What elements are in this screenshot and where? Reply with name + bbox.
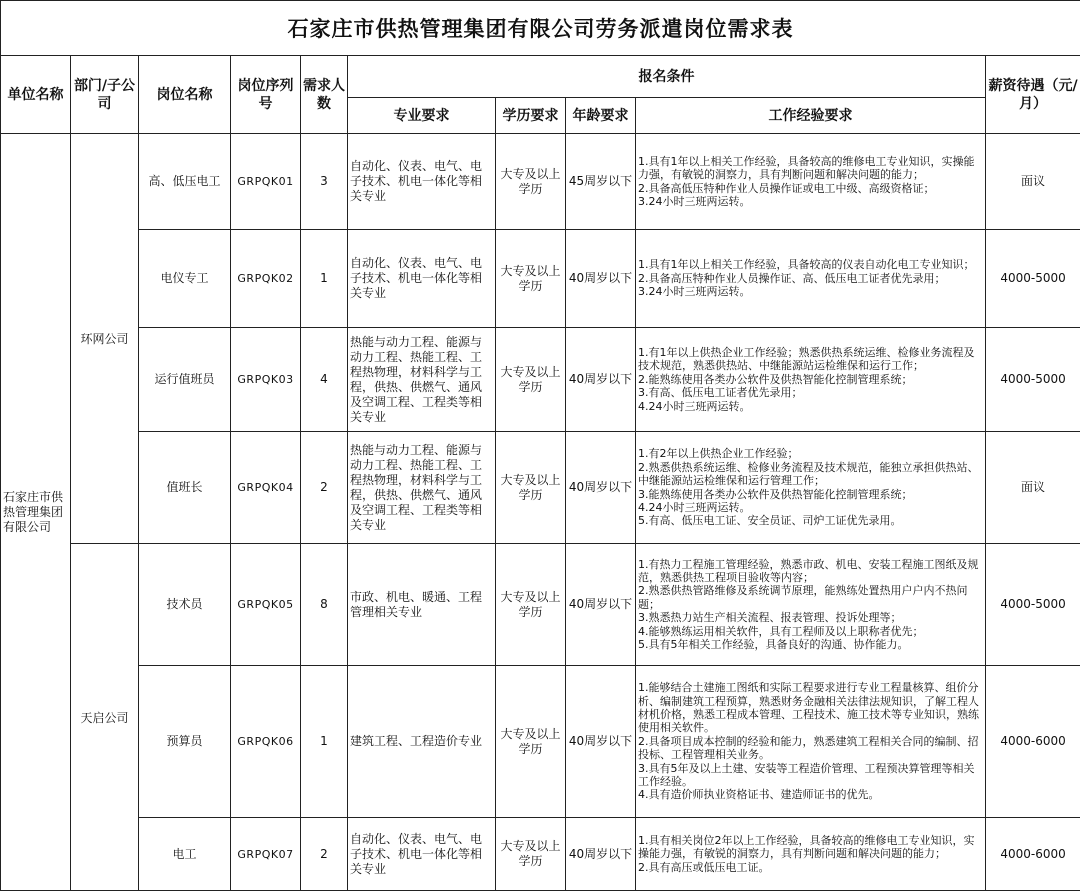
salary: 4000-5000 bbox=[986, 328, 1080, 432]
table-title: 石家庄市供热管理集团有限公司劳务派遣岗位需求表 bbox=[1, 1, 1080, 56]
education-requirement: 大专及以上学历 bbox=[496, 818, 566, 891]
experience-item: 4.24小时三班两运转。 bbox=[638, 399, 751, 413]
table-row bbox=[1, 328, 1080, 432]
salary: 4000-6000 bbox=[986, 666, 1080, 818]
experience-item: 2.具备项目成本控制的经验和能力，熟悉建筑工程相关合同的编制、招投标、工程管理相关业务。 bbox=[638, 734, 979, 762]
header-conditions: 报名条件 bbox=[348, 56, 986, 98]
age-requirement: 40周岁以下 bbox=[566, 230, 636, 328]
position-count: 1 bbox=[301, 666, 348, 818]
header-position: 岗位名称 bbox=[139, 56, 231, 134]
position-code: GRPQK06 bbox=[231, 666, 301, 818]
header-count: 需求人数 bbox=[301, 56, 348, 134]
experience-item: 2.能熟练使用各类办公软件及供热智能化控制管理系统； bbox=[638, 372, 913, 386]
experience-item: 3.熟悉热力站生产相关流程、报表管理、投诉处理等； bbox=[638, 611, 902, 625]
salary: 4000-6000 bbox=[986, 818, 1080, 891]
major-requirement: 建筑工程、工程造价专业 bbox=[348, 666, 496, 818]
experience-requirement bbox=[636, 818, 986, 891]
salary: 4000-5000 bbox=[986, 230, 1080, 328]
experience-item: 4.能够熟练运用相关软件，具有工程师及以上职称者优先； bbox=[638, 624, 924, 638]
table-row bbox=[1, 432, 1080, 544]
position-name: 预算员 bbox=[139, 666, 231, 818]
experience-item: 2.具备高压特种作业人员操作证、高、低压电工证者优先录用； bbox=[638, 271, 946, 285]
experience-item: 1.具有相关岗位2年以上工作经验，具备较高的维修电工专业知识，实操能力强，有敏锐的洞察力，具有判断问题和解决问题的能力； bbox=[638, 833, 975, 861]
major-requirement: 热能与动力工程、能源与动力工程、热能工程、工程热物理，材料科学与工程，供热、供燃气、通风及空调工程、工程类等相关专业 bbox=[348, 328, 496, 432]
header-education: 学历要求 bbox=[496, 98, 566, 134]
position-name: 电仪专工 bbox=[139, 230, 231, 328]
education-requirement: 大专及以上学历 bbox=[496, 134, 566, 230]
education-requirement: 大专及以上学历 bbox=[496, 328, 566, 432]
header-dept: 部门/子公司 bbox=[71, 56, 139, 134]
header-experience: 工作经验要求 bbox=[636, 98, 986, 134]
experience-item: 1.具有1年以上相关工作经验，具备较高的维修电工专业知识，实操能力强，有敏锐的洞察力，具有判断问题和解决问题的能力； bbox=[638, 154, 975, 182]
experience-item: 1.具有1年以上相关工作经验，具备较高的仪表自动化电工专业知识； bbox=[638, 258, 975, 272]
position-count: 2 bbox=[301, 432, 348, 544]
experience-item: 2.熟悉供热管路维修及系统调节原理，能熟练处置热用户户内不热问题； bbox=[638, 584, 968, 611]
education-requirement: 大专及以上学历 bbox=[496, 666, 566, 818]
age-requirement: 40周岁以下 bbox=[566, 666, 636, 818]
position-count: 2 bbox=[301, 818, 348, 891]
experience-item: 2.具有高压或低压电工证。 bbox=[638, 860, 770, 874]
position-name: 电工 bbox=[139, 818, 231, 891]
experience-requirement bbox=[636, 328, 986, 432]
experience-item: 1.能够结合土建施工图纸和实际工程要求进行专业工程量核算、组价分析、编制建筑工程预算，熟悉财务金融相关法律法规知识，了解工程人材机价格，熟悉工程成本管理、工程技术、施工技术等专业知识，熟练使用相关软件。 bbox=[638, 681, 979, 735]
experience-item: 2.具备高低压特种作业人员操作证或电工中级、高级资格证； bbox=[638, 181, 935, 195]
position-code: GRPQK07 bbox=[231, 818, 301, 891]
experience-item: 5.具有5年相关工作经验，具备良好的沟通、协作能力。 bbox=[638, 638, 909, 652]
experience-requirement bbox=[636, 432, 986, 544]
experience-item: 4.24小时三班两运转。 bbox=[638, 500, 751, 514]
experience-item: 1.有1年以上供热企业工作经验；熟悉供热系统运维、检修业务流程及技术规范，熟悉供热站、中继能源站运检维保和运行工作； bbox=[638, 345, 975, 373]
experience-requirement bbox=[636, 230, 986, 328]
experience-item: 3.24小时三班两运转。 bbox=[638, 194, 751, 208]
header-unit: 单位名称 bbox=[1, 56, 71, 134]
position-code: GRPQK04 bbox=[231, 432, 301, 544]
experience-item: 4.具有造价师执业资格证书、建造师证书的优先。 bbox=[638, 788, 880, 802]
experience-item: 3.有高、低压电工证者优先录用； bbox=[638, 386, 803, 400]
age-requirement: 45周岁以下 bbox=[566, 134, 636, 230]
table-row bbox=[1, 666, 1080, 818]
salary: 面议 bbox=[986, 134, 1080, 230]
position-name: 值班长 bbox=[139, 432, 231, 544]
position-count: 3 bbox=[301, 134, 348, 230]
age-requirement: 40周岁以下 bbox=[566, 432, 636, 544]
table-row bbox=[1, 544, 1080, 666]
position-code: GRPQK03 bbox=[231, 328, 301, 432]
education-requirement: 大专及以上学历 bbox=[496, 544, 566, 666]
position-code: GRPQK02 bbox=[231, 230, 301, 328]
major-requirement: 自动化、仪表、电气、电子技术、机电一体化等相关专业 bbox=[348, 230, 496, 328]
header-salary: 薪资待遇（元/月） bbox=[986, 56, 1080, 134]
position-count: 1 bbox=[301, 230, 348, 328]
age-requirement: 40周岁以下 bbox=[566, 328, 636, 432]
position-name: 高、低压电工 bbox=[139, 134, 231, 230]
experience-item: 3.24小时三班两运转。 bbox=[638, 285, 751, 299]
salary: 面议 bbox=[986, 432, 1080, 544]
experience-requirement bbox=[636, 666, 986, 818]
dept-huanwang: 环网公司 bbox=[71, 134, 139, 544]
major-requirement: 市政、机电、暖通、工程管理相关专业 bbox=[348, 544, 496, 666]
major-requirement: 自动化、仪表、电气、电子技术、机电一体化等相关专业 bbox=[348, 134, 496, 230]
position-code: GRPQK01 bbox=[231, 134, 301, 230]
experience-item: 5.有高、低压电工证、安全员证、司炉工证优先录用。 bbox=[638, 514, 902, 528]
table-row bbox=[1, 818, 1080, 891]
experience-requirement bbox=[636, 134, 986, 230]
experience-item: 1.有热力工程施工管理经验，熟悉市政、机电、安装工程施工图纸及规范，熟悉供热工程项目验收等内容； bbox=[638, 557, 979, 584]
header-code: 岗位序列号 bbox=[231, 56, 301, 134]
salary: 4000-5000 bbox=[986, 544, 1080, 666]
experience-item: 1.有2年以上供热企业工作经验； bbox=[638, 447, 799, 461]
age-requirement: 40周岁以下 bbox=[566, 818, 636, 891]
education-requirement: 大专及以上学历 bbox=[496, 432, 566, 544]
experience-requirement bbox=[636, 544, 986, 666]
dept-tianqi: 天启公司 bbox=[71, 544, 139, 891]
header-age: 年龄要求 bbox=[566, 98, 636, 134]
age-requirement: 40周岁以下 bbox=[566, 544, 636, 666]
position-name: 运行值班员 bbox=[139, 328, 231, 432]
unit-name: 石家庄市供热管理集团有限公司 bbox=[1, 134, 71, 891]
experience-item: 2.熟悉供热系统运维、检修业务流程及技术规范，能独立承担供热站、中继能源站运检维保和运行管理工作； bbox=[638, 460, 979, 488]
education-requirement: 大专及以上学历 bbox=[496, 230, 566, 328]
experience-item: 3.能熟练使用各类办公软件及供热智能化控制管理系统； bbox=[638, 487, 913, 501]
position-code: GRPQK05 bbox=[231, 544, 301, 666]
major-requirement: 自动化、仪表、电气、电子技术、机电一体化等相关专业 bbox=[348, 818, 496, 891]
position-name: 技术员 bbox=[139, 544, 231, 666]
table-row bbox=[1, 134, 1080, 230]
header-major: 专业要求 bbox=[348, 98, 496, 134]
major-requirement: 热能与动力工程、能源与动力工程、热能工程、工程热物理，材料科学与工程，供热、供燃气、通风及空调工程、工程类等相关专业 bbox=[348, 432, 496, 544]
position-count: 4 bbox=[301, 328, 348, 432]
position-count: 8 bbox=[301, 544, 348, 666]
table-row bbox=[1, 230, 1080, 328]
experience-item: 3.具有5年及以上土建、安装等工程造价管理、工程预决算管理等相关工作经验。 bbox=[638, 761, 975, 789]
